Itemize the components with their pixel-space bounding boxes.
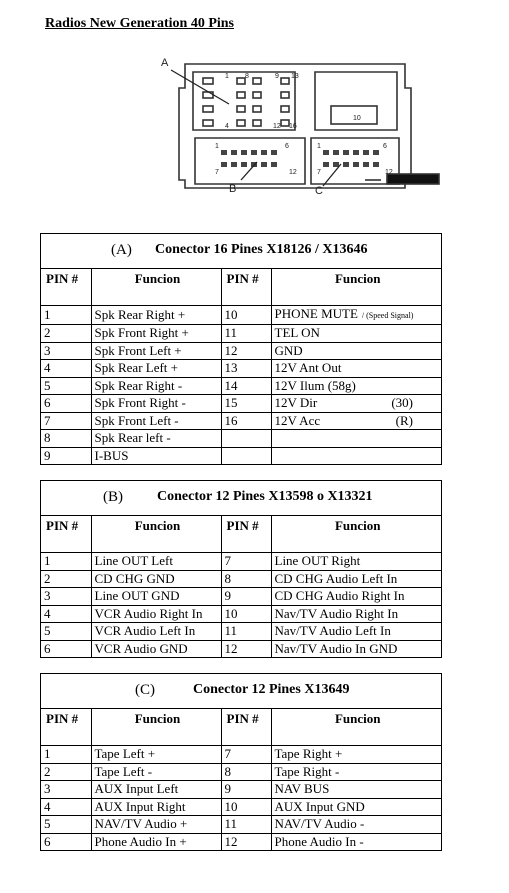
cell-text: AUX Input GND <box>274 798 365 814</box>
pin-number-label: 10 <box>353 115 361 122</box>
connector-b-rows <box>41 553 441 658</box>
table-row <box>41 763 441 781</box>
pin-cell <box>41 430 91 448</box>
cell-text: 3 <box>44 342 51 358</box>
column-header-pin: PIN # <box>41 709 91 746</box>
function-cell <box>91 395 221 413</box>
function-cell <box>271 447 441 464</box>
cell-text: 12 <box>224 640 238 656</box>
column-header-funcion: Funcion <box>91 516 221 553</box>
pin-cell <box>41 763 91 781</box>
cell-text: 11 <box>224 325 238 341</box>
cell-text: 9 <box>224 588 231 604</box>
cell-text: Phone Audio In - <box>274 833 364 849</box>
cell-text: 12 <box>224 342 238 358</box>
function-cell <box>91 325 221 343</box>
table-row <box>41 816 441 834</box>
pin-cell <box>41 342 91 360</box>
connector-c-header <box>41 674 441 709</box>
table-row <box>41 395 441 413</box>
cell-text: 2 <box>44 570 51 586</box>
pin-cell <box>41 447 91 464</box>
cell-text: 8 <box>224 763 231 779</box>
cell-text: VCR Audio GND <box>94 640 188 656</box>
cell-text: Line OUT GND <box>94 588 180 604</box>
function-cell <box>271 570 441 588</box>
table-row <box>41 833 441 850</box>
cell-text: Line OUT Right <box>274 553 361 569</box>
function-cell <box>91 447 221 464</box>
connector-a-rows <box>41 306 441 465</box>
cell-text: 13 <box>224 360 238 376</box>
cell-text: Nav/TV Audio Left In <box>274 623 391 639</box>
cell-text: VCR Audio Right In <box>94 605 203 621</box>
table-row <box>41 570 441 588</box>
cell-text: 12V Dir <box>274 395 318 411</box>
table-row <box>41 342 441 360</box>
cell-text: 6 <box>44 640 51 656</box>
pin-number-label: 7 <box>317 169 321 176</box>
table-row <box>41 412 441 430</box>
function-cell <box>91 360 221 378</box>
function-cell <box>271 412 441 430</box>
cell-text: 11 <box>224 816 238 832</box>
pin-cell <box>41 640 91 657</box>
pin-cell <box>41 325 91 343</box>
column-header-funcion: Funcion <box>91 269 221 306</box>
function-cell <box>271 553 441 571</box>
function-cell <box>91 412 221 430</box>
table-row <box>41 325 441 343</box>
pin-number-label: 4 <box>225 123 229 130</box>
table-row <box>41 798 441 816</box>
pin-cell <box>41 306 91 325</box>
cell-text: Tape Left + <box>94 746 156 762</box>
column-header-pin: PIN # <box>41 269 91 306</box>
pin-number-label: 13 <box>291 73 299 80</box>
pin-cell <box>221 342 271 360</box>
table-row <box>41 588 441 606</box>
pin-cell <box>41 816 91 834</box>
pin-cell <box>221 570 271 588</box>
column-header-pin: PIN # <box>221 709 271 746</box>
pin-number-label: 7 <box>215 169 219 176</box>
column-header-funcion: Funcion <box>91 709 221 746</box>
cell-text: NAV/TV Audio - <box>274 816 365 832</box>
function-cell <box>271 342 441 360</box>
cell-text: NAV/TV Audio + <box>94 816 188 832</box>
connector-a-table <box>40 233 442 465</box>
pin-cell <box>221 605 271 623</box>
pin-cell <box>221 746 271 764</box>
pin-cell <box>221 640 271 657</box>
cell-text: Spk Front Right - <box>94 395 186 411</box>
function-cell <box>271 746 441 764</box>
cell-text: 4 <box>44 360 51 376</box>
pin-cell <box>41 377 91 395</box>
pin-number-label: 6 <box>285 143 289 150</box>
cell-note: (R) <box>395 412 413 428</box>
function-cell <box>91 306 221 325</box>
cell-text: Tape Right - <box>274 763 340 779</box>
callout-a-label: A <box>161 57 169 69</box>
cell-text: 8 <box>224 570 231 586</box>
cell-text: 4 <box>44 605 51 621</box>
pin-number-label: 1 <box>215 143 219 150</box>
function-cell <box>271 763 441 781</box>
pin-cell <box>41 798 91 816</box>
function-cell <box>271 430 441 448</box>
cell-text: NAV BUS <box>274 781 330 797</box>
cell-text: 6 <box>44 833 51 849</box>
column-header-pin: PIN # <box>41 516 91 553</box>
pin-cell <box>221 816 271 834</box>
function-cell <box>91 553 221 571</box>
pin-number-label: 16 <box>289 123 297 130</box>
pin-cell <box>221 360 271 378</box>
connector-a-letter: (A) <box>111 242 132 258</box>
cell-text: 5 <box>44 377 51 393</box>
column-header-funcion: Funcion <box>271 269 441 306</box>
cell-text: Spk Rear Right + <box>94 307 186 322</box>
page-title: Radios New Generation 40 Pins <box>45 16 234 31</box>
pin-cell <box>41 623 91 641</box>
cell-text: 7 <box>224 746 231 762</box>
pin-cell <box>221 781 271 799</box>
function-cell <box>91 816 221 834</box>
function-cell <box>91 781 221 799</box>
function-cell <box>91 640 221 657</box>
pin-cell <box>221 325 271 343</box>
function-cell <box>271 640 441 657</box>
cell-note: / (Speed Signal) <box>361 311 414 320</box>
function-cell <box>271 833 441 850</box>
cell-text: 12 <box>224 833 238 849</box>
function-cell <box>271 306 441 325</box>
cell-text: 5 <box>44 816 51 832</box>
cell-text: 12V Ant Out <box>274 360 342 376</box>
function-cell <box>271 816 441 834</box>
pin-cell <box>221 798 271 816</box>
cell-text: GND <box>274 342 303 358</box>
pin-number-label: 12 <box>385 169 393 176</box>
pin-cell <box>221 833 271 850</box>
table-row <box>41 605 441 623</box>
cell-text: 8 <box>44 430 51 446</box>
function-cell <box>271 605 441 623</box>
cell-text: Spk Front Left + <box>94 342 182 358</box>
cell-text: 5 <box>44 623 51 639</box>
cell-text: 16 <box>224 412 238 428</box>
function-cell <box>271 623 441 641</box>
cell-text: AUX Input Left <box>94 781 179 797</box>
connector-b-letter: (B) <box>103 489 123 505</box>
function-cell <box>91 570 221 588</box>
table-row <box>41 430 441 448</box>
pin-number-label: 6 <box>383 143 387 150</box>
pin-cell <box>221 377 271 395</box>
column-header-pin: PIN # <box>221 516 271 553</box>
pin-cell <box>221 395 271 413</box>
table-row <box>41 306 441 325</box>
connector-c-table <box>40 673 442 851</box>
pin-cell <box>221 412 271 430</box>
cell-text: 7 <box>44 412 51 428</box>
function-cell <box>271 325 441 343</box>
column-header-funcion: Funcion <box>271 709 441 746</box>
cell-note: (30) <box>391 395 413 411</box>
cell-text: 3 <box>44 781 51 797</box>
cell-text: CD CHG Audio Left In <box>274 570 398 586</box>
connector-b-title: Conector 12 Pines X13598 o X13321 <box>157 489 373 504</box>
pin-number-label: 9 <box>275 73 279 80</box>
cell-text: Nav/TV Audio In GND <box>274 640 398 656</box>
cell-text: 15 <box>224 395 238 411</box>
function-cell <box>91 763 221 781</box>
cell-text: 4 <box>44 798 51 814</box>
table-row <box>41 746 441 764</box>
connector-diagram <box>155 52 445 202</box>
pin-cell <box>221 447 271 464</box>
table-row <box>41 377 441 395</box>
table-row <box>41 781 441 799</box>
function-cell <box>91 342 221 360</box>
callout-c-label: C <box>315 185 323 197</box>
cell-text: 12V Acc <box>274 412 321 428</box>
cell-text: Line OUT Left <box>94 553 173 569</box>
function-cell <box>91 623 221 641</box>
function-cell <box>271 395 441 413</box>
cell-text: CD CHG GND <box>94 570 175 586</box>
cell-text: Nav/TV Audio Right In <box>274 605 399 621</box>
cell-text: Tape Right + <box>274 746 343 762</box>
cell-text: 2 <box>44 325 51 341</box>
connector-c-title: Conector 12 Pines X13649 <box>193 682 350 697</box>
table-row <box>41 447 441 464</box>
cell-text: 11 <box>224 623 238 639</box>
connector-c-rows <box>41 746 441 851</box>
cell-text: Spk Front Left - <box>94 412 179 428</box>
cell-text: 6 <box>44 395 51 411</box>
connector-c-letter: (C) <box>135 682 155 698</box>
cell-text: 14 <box>224 377 238 393</box>
cell-text: PHONE MUTE <box>274 306 358 321</box>
function-cell <box>271 781 441 799</box>
cell-text: TEL ON <box>274 325 320 341</box>
function-cell <box>91 833 221 850</box>
cell-text: Phone Audio In + <box>94 833 187 849</box>
cell-text: 10 <box>224 605 238 621</box>
function-cell <box>271 798 441 816</box>
table-row <box>41 640 441 657</box>
pin-number-label: 1 <box>225 73 229 80</box>
function-cell <box>271 588 441 606</box>
connector-a-title: Conector 16 Pines X18126 / X13646 <box>155 242 368 257</box>
pin-cell <box>41 360 91 378</box>
connector-b-header <box>41 481 441 516</box>
pin-cell <box>221 763 271 781</box>
function-cell <box>91 798 221 816</box>
pin-cell <box>41 605 91 623</box>
pin-number-label: 8 <box>245 73 249 80</box>
pin-cell <box>41 746 91 764</box>
pin-cell <box>221 553 271 571</box>
pin-cell <box>221 306 271 325</box>
function-cell <box>91 430 221 448</box>
callout-b-label: B <box>229 183 237 195</box>
cell-text: 12V Ilum (58g) <box>274 377 356 393</box>
cell-text: 3 <box>44 588 51 604</box>
function-cell <box>91 377 221 395</box>
pin-cell <box>41 570 91 588</box>
cell-text: CD CHG Audio Right In <box>274 588 405 604</box>
pin-cell <box>41 395 91 413</box>
pin-number-label: 12 <box>289 169 297 176</box>
pin-number-label: 1 <box>317 143 321 150</box>
function-cell <box>91 605 221 623</box>
cell-text: VCR Audio Left In <box>94 623 196 639</box>
cell-text: I-BUS <box>94 447 129 463</box>
pin-cell <box>41 781 91 799</box>
pin-cell <box>221 430 271 448</box>
cell-text: 1 <box>44 746 51 762</box>
table-row <box>41 553 441 571</box>
cell-text: 7 <box>224 553 231 569</box>
cell-text: 2 <box>44 763 51 779</box>
pin-number-label: 12 <box>273 123 281 130</box>
table-row <box>41 360 441 378</box>
cell-text: 1 <box>44 307 51 322</box>
cell-text: Tape Left - <box>94 763 153 779</box>
cell-text: 9 <box>224 781 231 797</box>
pin-cell <box>41 588 91 606</box>
cell-text: Spk Rear Right - <box>94 377 183 393</box>
pin-cell <box>41 412 91 430</box>
pin-cell <box>221 623 271 641</box>
cell-text: Spk Rear Left + <box>94 360 179 376</box>
function-cell <box>271 360 441 378</box>
pin-cell <box>221 588 271 606</box>
cell-text: AUX Input Right <box>94 798 186 814</box>
column-header-pin: PIN # <box>221 269 271 306</box>
cell-text: 10 <box>224 798 238 814</box>
cell-text: Spk Rear left - <box>94 430 171 446</box>
function-cell <box>271 377 441 395</box>
table-row <box>41 623 441 641</box>
cell-text: 1 <box>44 553 51 569</box>
pin-cell <box>41 553 91 571</box>
cell-text: 9 <box>44 447 51 463</box>
cell-text: Spk Front Right + <box>94 325 189 341</box>
cell-text: 10 <box>224 307 238 322</box>
function-cell <box>91 746 221 764</box>
connector-b-table <box>40 480 442 658</box>
function-cell <box>91 588 221 606</box>
pin-cell <box>41 833 91 850</box>
column-header-funcion: Funcion <box>271 516 441 553</box>
connector-a-header <box>41 234 441 269</box>
